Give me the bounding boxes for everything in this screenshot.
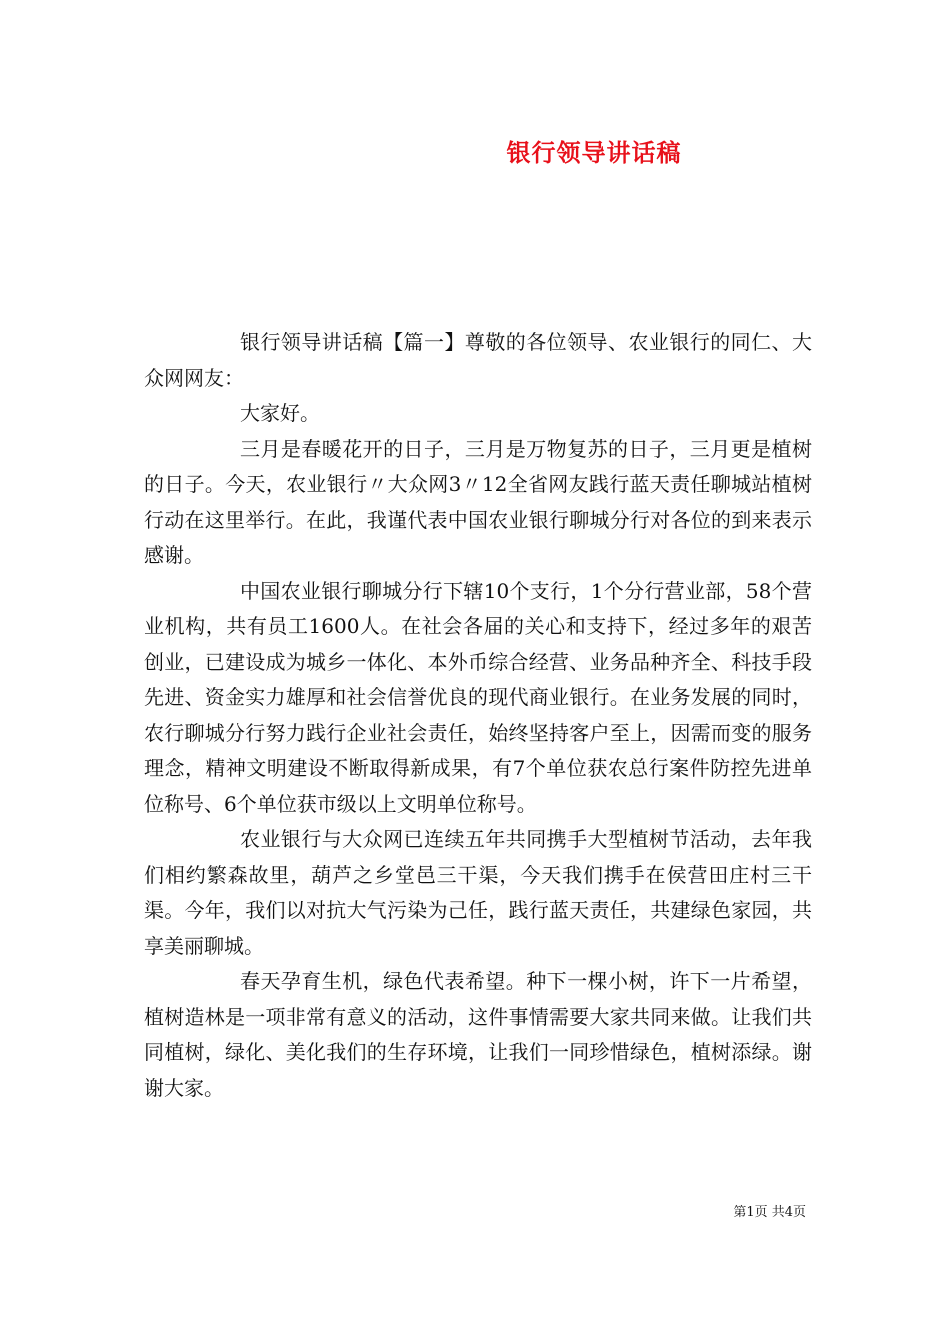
paragraph-march: 三月是春暖花开的日子，三月是万物复苏的日子，三月更是植树的日子。今天，农业银行〃大众网3〃12全省网友践行蓝天责任聊城站植树行动在这里举行。在此，我谨代表中国农业银行聊城分行对各位的到来表示感谢。 [144,436,812,567]
paragraph-closing: 春天孕育生机，绿色代表希望。种下一棵小树，许下一片希望，植树造林是一项非常有意义的活动，这件事情需要大家共同来做。让我们共同植树，绿化、美化我们的生存环境，让我们一同珍惜绿色，植树添绿。谢谢大家。 [144,969,812,1100]
paragraph-branch-intro: 中国农业银行聊城分行下辖10个支行，1个分行营业部，58个营业机构，共有员工1600人。在社会各届的关心和支持下，经过多年的艰苦创业，已建设成为城乡一体化、本外币综合经营、业务品种齐全、科技手段先进、资金实力雄厚和社会信誉优良的现代商业银行。在业务发展的同时，农行聊城分行努力践行企业社会责任，始终坚持客户至上，因需而变的服务理念，精神文明建设不断取得新成果，有7个单位获农总行案件防控先进单位称号、6个单位获市级以上文明单位称号。 [144,578,812,816]
paragraph-hello: 大家好。 [240,401,320,425]
document-title: 银行领导讲话稿 [506,138,682,167]
document-body [144,325,812,1106]
paragraph-greeting: 银行领导讲话稿【篇一】尊敬的各位领导、农业银行的同仁、大众网网友： [144,330,812,390]
page-number-footer: 第1页 共4页 [733,1205,806,1220]
paragraph-cooperation: 农业银行与大众网已连续五年共同携手大型植树节活动，去年我们相约繁森故里，葫芦之乡堂邑三干渠，今天我们携手在侯营田庄村三干渠。今年，我们以对抗大气污染为己任，践行蓝天责任，共建绿色家园，共享美丽聊城。 [144,827,812,958]
